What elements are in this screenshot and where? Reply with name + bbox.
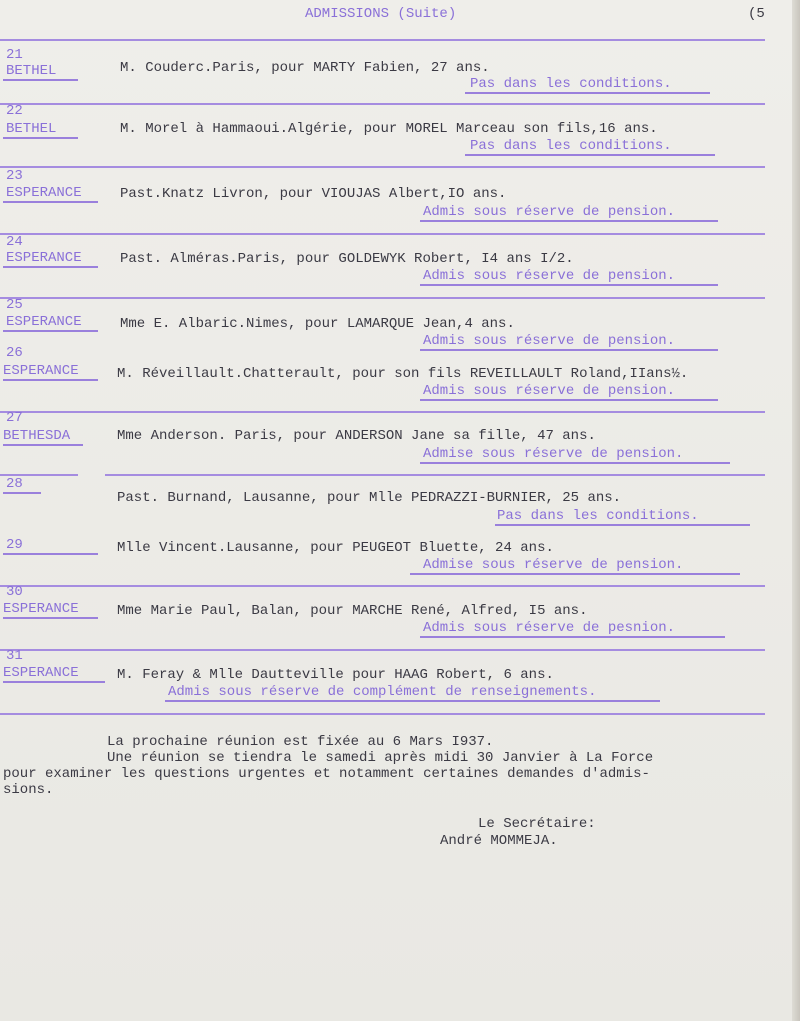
entry-number: 23 xyxy=(6,168,23,184)
separator-line xyxy=(0,233,765,235)
entry-number: 31 xyxy=(6,648,23,664)
entry-decision: Admis sous réserve de pension. xyxy=(423,204,676,220)
decision-underline xyxy=(420,399,718,401)
entry-home: ESPERANCE xyxy=(3,601,79,617)
entry-number: 28 xyxy=(6,476,23,492)
entry-text: M. Réveillault.Chatterault, pour son fils REVEILLAULT Roland,IIans½. xyxy=(117,366,689,382)
entry-home: ESPERANCE xyxy=(6,314,82,330)
entry-decision: Admis sous réserve de pension. xyxy=(423,333,676,349)
decision-underline xyxy=(410,573,740,575)
entry-number: 21 xyxy=(6,47,23,63)
decision-underline xyxy=(495,524,750,526)
entry-underline xyxy=(3,379,98,381)
entry-text: Mme Marie Paul, Balan, pour MARCHE René, Alfred, I5 ans. xyxy=(117,603,588,619)
separator-line xyxy=(105,474,765,476)
page-title: ADMISSIONS (Suite) xyxy=(305,6,457,22)
decision-underline xyxy=(420,349,718,351)
separator-line xyxy=(0,411,765,413)
separator-line xyxy=(0,39,765,41)
entry-home: BETHEL xyxy=(6,121,57,137)
entry-decision: Pas dans les conditions. xyxy=(470,76,672,92)
entry-number: 29 xyxy=(6,537,23,553)
entry-home: ESPERANCE xyxy=(6,185,82,201)
entry-home: ESPERANCE xyxy=(3,665,79,681)
entry-underline xyxy=(3,330,98,332)
entry-number: 30 xyxy=(6,584,23,600)
entry-underline xyxy=(3,553,98,555)
entry-decision: Admise sous réserve de pension. xyxy=(423,557,684,573)
entry-number: 26 xyxy=(6,345,23,361)
entry-underline xyxy=(3,137,78,139)
entry-decision: Admis sous réserve de pension. xyxy=(423,383,676,399)
entry-decision: Admis sous réserve de complément de renseignements. xyxy=(168,684,597,700)
decision-underline xyxy=(465,92,710,94)
decision-underline xyxy=(165,700,660,702)
entry-home: ESPERANCE xyxy=(6,250,82,266)
page-edge xyxy=(792,0,800,1021)
entry-underline xyxy=(3,444,83,446)
entry-underline xyxy=(3,617,98,619)
entry-number: 27 xyxy=(6,410,23,426)
separator-line xyxy=(0,585,765,587)
entry-text: Mlle Vincent.Lausanne, pour PEUGEOT Bluette, 24 ans. xyxy=(117,540,554,556)
entry-text: M. Couderc.Paris, pour MARTY Fabien, 27 ans. xyxy=(120,60,490,76)
decision-underline xyxy=(420,220,718,222)
entry-text: Mme Anderson. Paris, pour ANDERSON Jane sa fille, 47 ans. xyxy=(117,428,596,444)
decision-underline xyxy=(420,284,718,286)
entry-number: 22 xyxy=(6,103,23,119)
entry-text: Mme E. Albaric.Nimes, pour LAMARQUE Jean,4 ans. xyxy=(120,316,515,332)
decision-underline xyxy=(420,462,730,464)
signature-name: André MOMMEJA. xyxy=(440,833,558,849)
entry-underline xyxy=(3,681,105,683)
separator-line xyxy=(0,166,765,168)
page-number: (5 xyxy=(748,6,765,22)
closing-line: La prochaine réunion est fixée au 6 Mars I937. xyxy=(107,734,494,750)
decision-underline xyxy=(420,636,725,638)
signature-role: Le Secrétaire: xyxy=(478,816,596,832)
entry-home: ESPERANCE xyxy=(3,363,79,379)
entry-decision: Admise sous réserve de pension. xyxy=(423,446,684,462)
entry-underline xyxy=(3,266,98,268)
entry-underline xyxy=(3,492,41,494)
closing-line: pour examiner les questions urgentes et notamment certaines demandes d'admis- xyxy=(3,766,650,782)
entry-text: Past. Burnand, Lausanne, pour Mlle PEDRAZZI-BURNIER, 25 ans. xyxy=(117,490,622,506)
separator-line xyxy=(0,297,765,299)
decision-underline xyxy=(465,154,715,156)
entry-number: 25 xyxy=(6,297,23,313)
entry-number: 24 xyxy=(6,234,23,250)
separator-line xyxy=(0,103,765,105)
separator-line xyxy=(0,713,765,715)
entry-decision: Pas dans les conditions. xyxy=(497,508,699,524)
entry-text: Past. Alméras.Paris, pour GOLDEWYK Robert, I4 ans I/2. xyxy=(120,251,574,267)
entry-underline xyxy=(3,201,98,203)
entry-text: Past.Knatz Livron, pour VIOUJAS Albert,IO ans. xyxy=(120,186,507,202)
entry-home: BETHEL xyxy=(6,63,57,79)
entry-text: M. Morel à Hammaoui.Algérie, pour MOREL Marceau son fils,16 ans. xyxy=(120,121,658,137)
closing-line: Une réunion se tiendra le samedi après midi 30 Janvier à La Force xyxy=(107,750,654,766)
entry-decision: Admis sous réserve de pension. xyxy=(423,268,676,284)
entry-decision: Admis sous réserve de pesnion. xyxy=(423,620,676,636)
entry-text: M. Feray & Mlle Dautteville pour HAAG Robert, 6 ans. xyxy=(117,667,554,683)
entry-decision: Pas dans les conditions. xyxy=(470,138,672,154)
separator-line xyxy=(0,649,765,651)
entry-home: BETHESDA xyxy=(3,428,71,444)
closing-line: sions. xyxy=(3,782,54,798)
entry-underline xyxy=(3,79,78,81)
